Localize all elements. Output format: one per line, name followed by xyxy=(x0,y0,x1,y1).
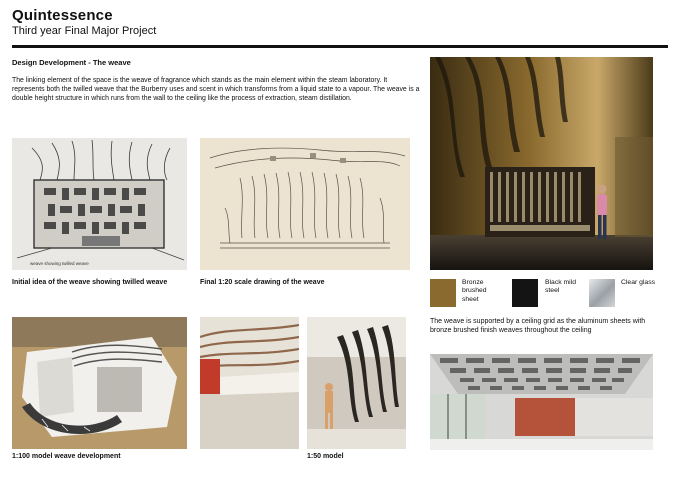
model-50-photo xyxy=(307,317,406,449)
caption-model-50: 1:50 model xyxy=(307,453,344,460)
ceiling-render-image xyxy=(430,354,653,450)
page-title: Quintessence xyxy=(12,7,113,24)
sketch-annotation: weave showing twilled weave xyxy=(30,261,89,266)
section-paragraph: The linking element of the space is the weave of fragrance which stands as the main element within the steam laboratory. It represents both the twilled weave that the Burberry uses and scent in which transforms from a liquid state to a vapour. The weave is a double height structure in which runs from the wall to the ceiling like the process of extraction, steam distillation. xyxy=(12,77,420,103)
weave-render-image xyxy=(430,57,653,270)
section-title: Design Development - The weave xyxy=(12,58,131,67)
material-label-glass: Clear glass xyxy=(621,279,655,286)
ceiling-grid-note: The weave is supported by a ceiling grid as the aluminum sheets with bronze brushed finish weaves throughout the ceiling xyxy=(430,318,646,335)
header-divider xyxy=(12,45,668,48)
bronze-brushed-swatch xyxy=(430,279,456,307)
final-scale-drawing-image xyxy=(200,138,410,270)
model-detail-photo xyxy=(200,317,299,449)
material-label-bronze: Bronze brushed sheet xyxy=(462,279,487,303)
caption-final-drawing: Final 1:20 scale drawing of the weave xyxy=(200,279,325,286)
clear-glass-swatch xyxy=(589,279,615,307)
page-subtitle: Third year Final Major Project xyxy=(12,25,157,37)
caption-initial-weave: Initial idea of the weave showing twilled weave xyxy=(12,279,168,286)
material-label-steel: Black mild steel xyxy=(545,279,576,295)
black-mild-steel-swatch xyxy=(512,279,538,307)
initial-weave-sketch-image xyxy=(12,138,187,270)
caption-model-100: 1:100 model weave development xyxy=(12,453,121,460)
model-100-photo xyxy=(12,317,187,449)
